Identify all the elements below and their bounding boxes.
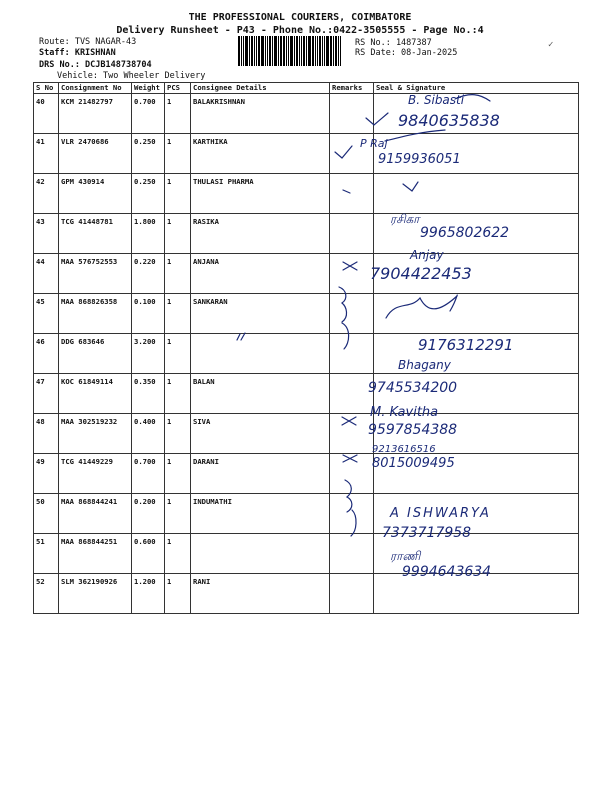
row-weight: 0.400 [132, 414, 165, 454]
row-consignee: BALAN [191, 374, 330, 414]
row-weight: 3.200 [132, 334, 165, 374]
bracket-mark [342, 323, 349, 349]
row-sno: 43 [34, 214, 59, 254]
page-subtitle: Delivery Runsheet - P43 - Phone No.:0422-3505555 - Page No.:4 [116, 25, 484, 36]
row-sno: 46 [34, 334, 59, 374]
row-weight: 0.250 [132, 174, 165, 214]
phone-row-46: 9176312291 [418, 336, 514, 354]
row-consignee: DARANI [191, 454, 330, 494]
cross-mark [343, 455, 357, 462]
signature-stroke [386, 295, 457, 318]
row-pcs: 1 [165, 534, 191, 574]
phone-row-41: 9159936051 [378, 152, 461, 167]
row-consignment-no: MAA 302519232 [59, 414, 132, 454]
signature-row-48: M. Kavitha [370, 405, 439, 420]
row-consignment-no: VLR 2470686 [59, 134, 132, 174]
route-label: Route: TVS NAGAR-43 [39, 37, 137, 47]
row-consignment-no: SLM 362190926 [59, 574, 132, 614]
signature-row-43: ரசிகா [390, 212, 420, 226]
row-weight: 0.600 [132, 534, 165, 574]
row-consignee: RANI [191, 574, 330, 614]
vehicle-label: Vehicle: Two Wheeler Delivery [57, 71, 206, 81]
row-consignment-no: TCG 41448781 [59, 214, 132, 254]
row-sno: 51 [34, 534, 59, 574]
row-sno: 50 [34, 494, 59, 534]
row-consignee: SANKARAN [191, 294, 330, 334]
row-pcs: 1 [165, 374, 191, 414]
page-title: THE PROFESSIONAL COURIERS, COIMBATORE [188, 12, 412, 23]
bracket-mark [351, 510, 356, 536]
row-consignment-no: GPM 430914 [59, 174, 132, 214]
row-weight: 1.200 [132, 574, 165, 614]
row-consignment-no: KOC 61849114 [59, 374, 132, 414]
row-consignee: ANJANA [191, 254, 330, 294]
rs-number: RS No.: 1487387 [355, 38, 432, 48]
row-consignment-no: MAA 868844251 [59, 534, 132, 574]
row-sno: 47 [34, 374, 59, 414]
rs-date: RS Date: 08-Jan-2025 [355, 48, 458, 58]
col-weight-header: Weight [132, 83, 165, 94]
row-consignee: RASIKA [191, 214, 330, 254]
row-weight: 1.800 [132, 214, 165, 254]
cross-mark [343, 262, 357, 270]
check-mark-icon: ✓ [548, 40, 554, 50]
row-consignee: INDUMATHI [191, 494, 330, 534]
row-pcs: 1 [165, 494, 191, 534]
cross-mark [342, 417, 356, 425]
row-pcs: 1 [165, 414, 191, 454]
signature-row-47: Bhagany [398, 358, 451, 372]
signature-row-40: B. Sibasti [408, 93, 465, 107]
phone-row-44: 7904422453 [370, 264, 472, 283]
row-pcs: 1 [165, 94, 191, 134]
phone-row-49-b: 8015009495 [372, 456, 455, 471]
row-weight: 0.250 [132, 134, 165, 174]
col-pcs-header: PCS [165, 83, 191, 94]
phone-row-40: 9840635838 [398, 111, 500, 130]
phone-row-49-a: 9213616516 [372, 444, 436, 455]
row-sno: 40 [34, 94, 59, 134]
row-consignment-no: MAA 868826358 [59, 294, 132, 334]
phone-row-51: 7373717958 [382, 525, 472, 541]
drs-number: DRS No.: DCJB148738704 [39, 60, 152, 70]
row-sno: 52 [34, 574, 59, 614]
row-consignee: KARTHIKA [191, 134, 330, 174]
stamp-mark [403, 182, 418, 191]
row-consignee: BALAKRISHNAN [191, 94, 330, 134]
row-sno: 42 [34, 174, 59, 214]
col-consignee-header: Consignee Details [191, 83, 330, 94]
row-pcs: 1 [165, 214, 191, 254]
staff-label: Staff: KRISHNAN [39, 48, 116, 58]
row-consignment-no: KCM 21482797 [59, 94, 132, 134]
signature-row-44: Anjay [410, 248, 444, 262]
phone-row-52: 9994643634 [402, 564, 492, 580]
row-consignment-no: MAA 868844241 [59, 494, 132, 534]
phone-row-47: 9745534200 [368, 380, 458, 396]
col-consignment-header: Consignment No [59, 83, 132, 94]
signature-row-41: P Raj [360, 137, 388, 150]
row-pcs: 1 [165, 334, 191, 374]
row-pcs: 1 [165, 574, 191, 614]
row-pcs: 1 [165, 454, 191, 494]
row-consignment-no: TCG 41449229 [59, 454, 132, 494]
row-pcs: 1 [165, 294, 191, 334]
row-weight: 0.700 [132, 454, 165, 494]
check-mark-stroke [335, 146, 352, 158]
row-weight: 0.350 [132, 374, 165, 414]
tick-mark-stroke [343, 190, 350, 193]
row-sno: 41 [34, 134, 59, 174]
row-weight: 0.200 [132, 494, 165, 534]
col-remarks-header: Remarks [330, 83, 374, 94]
row-pcs: 1 [165, 174, 191, 214]
row-weight: 0.220 [132, 254, 165, 294]
bracket-mark [345, 480, 352, 512]
tick-mark-stroke [237, 333, 245, 340]
row-consignee: SIVA [191, 414, 330, 454]
row-consignment-no: MAA 576752553 [59, 254, 132, 294]
signature-row-52: ராணி [390, 549, 421, 563]
row-sno: 45 [34, 294, 59, 334]
row-consignment-no: DDG 683646 [59, 334, 132, 374]
phone-row-48: 9597854388 [368, 422, 458, 438]
row-weight: 0.100 [132, 294, 165, 334]
col-sno-header: S No [34, 83, 59, 94]
signature-row-51: A ISHWARYA [390, 506, 491, 521]
check-mark-stroke [366, 113, 388, 125]
bracket-mark [339, 287, 347, 322]
col-seal-header: Seal & Signature [374, 83, 579, 94]
row-sno: 44 [34, 254, 59, 294]
phone-row-43: 9965802622 [420, 225, 510, 241]
row-weight: 0.700 [132, 94, 165, 134]
row-consignee: THULASI PHARMA [191, 174, 330, 214]
row-pcs: 1 [165, 134, 191, 174]
row-sno: 48 [34, 414, 59, 454]
row-sno: 49 [34, 454, 59, 494]
signature-stroke [385, 130, 445, 141]
row-pcs: 1 [165, 254, 191, 294]
